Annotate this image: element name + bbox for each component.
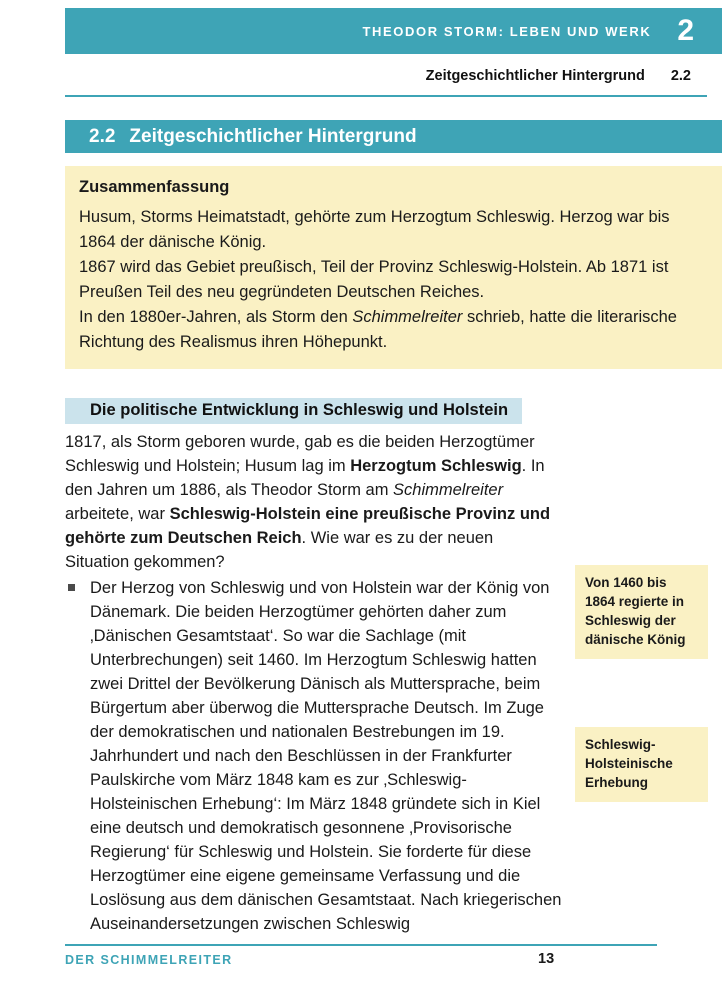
margin-note-1: Von 1460 bis 1864 regierte in Schleswig der dänische König — [575, 565, 708, 659]
summary-paragraph-1: Husum, Storms Heimatstadt, gehörte zum Herzogtum Schleswig. Herzog war bis 1864 der dänische König. — [79, 208, 670, 251]
summary-box — [65, 166, 722, 369]
main-text-column — [65, 430, 562, 936]
margin-note-2: Schleswig-Holsteinische Erhebung — [575, 727, 708, 802]
section-title-bar — [65, 120, 722, 153]
footer-book-title: DER SCHIMMELREITER — [65, 953, 233, 967]
breadcrumb-label: Zeitgeschichtlicher Hintergrund — [425, 68, 645, 84]
chapter-title: THEODOR STORM: LEBEN UND WERK — [362, 23, 652, 39]
breadcrumb — [65, 68, 707, 97]
breadcrumb-number: 2.2 — [670, 68, 691, 84]
chapter-number: 2 — [677, 14, 694, 47]
summary-paragraph-2: 1867 wird das Gebiet preußisch, Teil der Provinz Schleswig-Holstein. Ab 1871 ist Preußen Teil des neu gegründeten Deutschen Reiches. — [79, 258, 669, 301]
intro-bold-2: Schleswig-Holstein eine preußische Provinz und gehörte zum Deutschen Reich — [65, 505, 551, 547]
bullet-item: Der Herzog von Schleswig und von Holstein war der König von Dänemark. Die beiden Herzogtümer gehörten daher zum ‚Dänischen Gesamtstaat‘. So war die Sachlage (mit Unterbrechungen) seit 1460. Im Herzogtum Schleswig hatten zwei Drittel der Bevölkerung Dänisch als Muttersprache, beim Bürgertum aber überwog die Muttersprache Deutsch. Im Zuge der demokratischen und nationalen Bestrebungen im 19. Jahrhundert und nach den Beschlüssen in der Frankfurter Paulskirche vom März 1848 kam es zur ‚Schleswig-Holsteinischen Erhebung‘: Im März 1848 gründete sich in Kiel eine deutsch und demokratisch gesonnene ‚Provisorische Regierung‘ für Schleswig und Holstein. Sie forderte für diese Herzogtümer eine eigene gemeinsame Verfassung und die Loslösung aus dem dänischen Gesamtstaat. Nach kriegerischen Auseinandersetzungen zwischen Schleswig — [65, 576, 562, 936]
section-number: 2.2 — [89, 125, 116, 147]
summary-p3-text-end: schrieb, hatte die literarische Richtung des Realismus ihren Höhepunkt. — [79, 308, 677, 351]
intro-text-2: . In den Jahren um 1886, als Theodor Storm am — [65, 457, 545, 499]
intro-text-4: . Wie war es zu der neuen Situation gekommen? — [65, 529, 494, 571]
subsection-heading: Die politische Entwicklung in Schleswig und Holstein — [65, 398, 522, 424]
section-title: Zeitgeschichtlicher Hintergrund — [129, 125, 417, 147]
bullet-list — [65, 576, 562, 936]
footer-divider — [65, 944, 657, 946]
summary-p3-book-title: Schimmelreiter — [352, 308, 463, 326]
intro-text-3: arbeitete, war — [65, 505, 170, 523]
chapter-header-bar — [65, 8, 722, 54]
summary-p3-text: In den 1880er-Jahren, als Storm den — [79, 308, 353, 326]
intro-text-1: 1817, als Storm geboren wurde, gab es die beiden Herzogtümer Schleswig und Holstein; Husum lag im — [65, 433, 535, 475]
intro-bold-1: Herzogtum Schleswig — [350, 457, 522, 475]
summary-title: Zusammenfassung — [79, 178, 230, 196]
footer-page-number: 13 — [538, 951, 555, 967]
summary-paragraph-3 — [79, 305, 682, 355]
intro-book-title: Schimmelreiter — [393, 481, 504, 499]
intro-paragraph — [65, 430, 562, 574]
